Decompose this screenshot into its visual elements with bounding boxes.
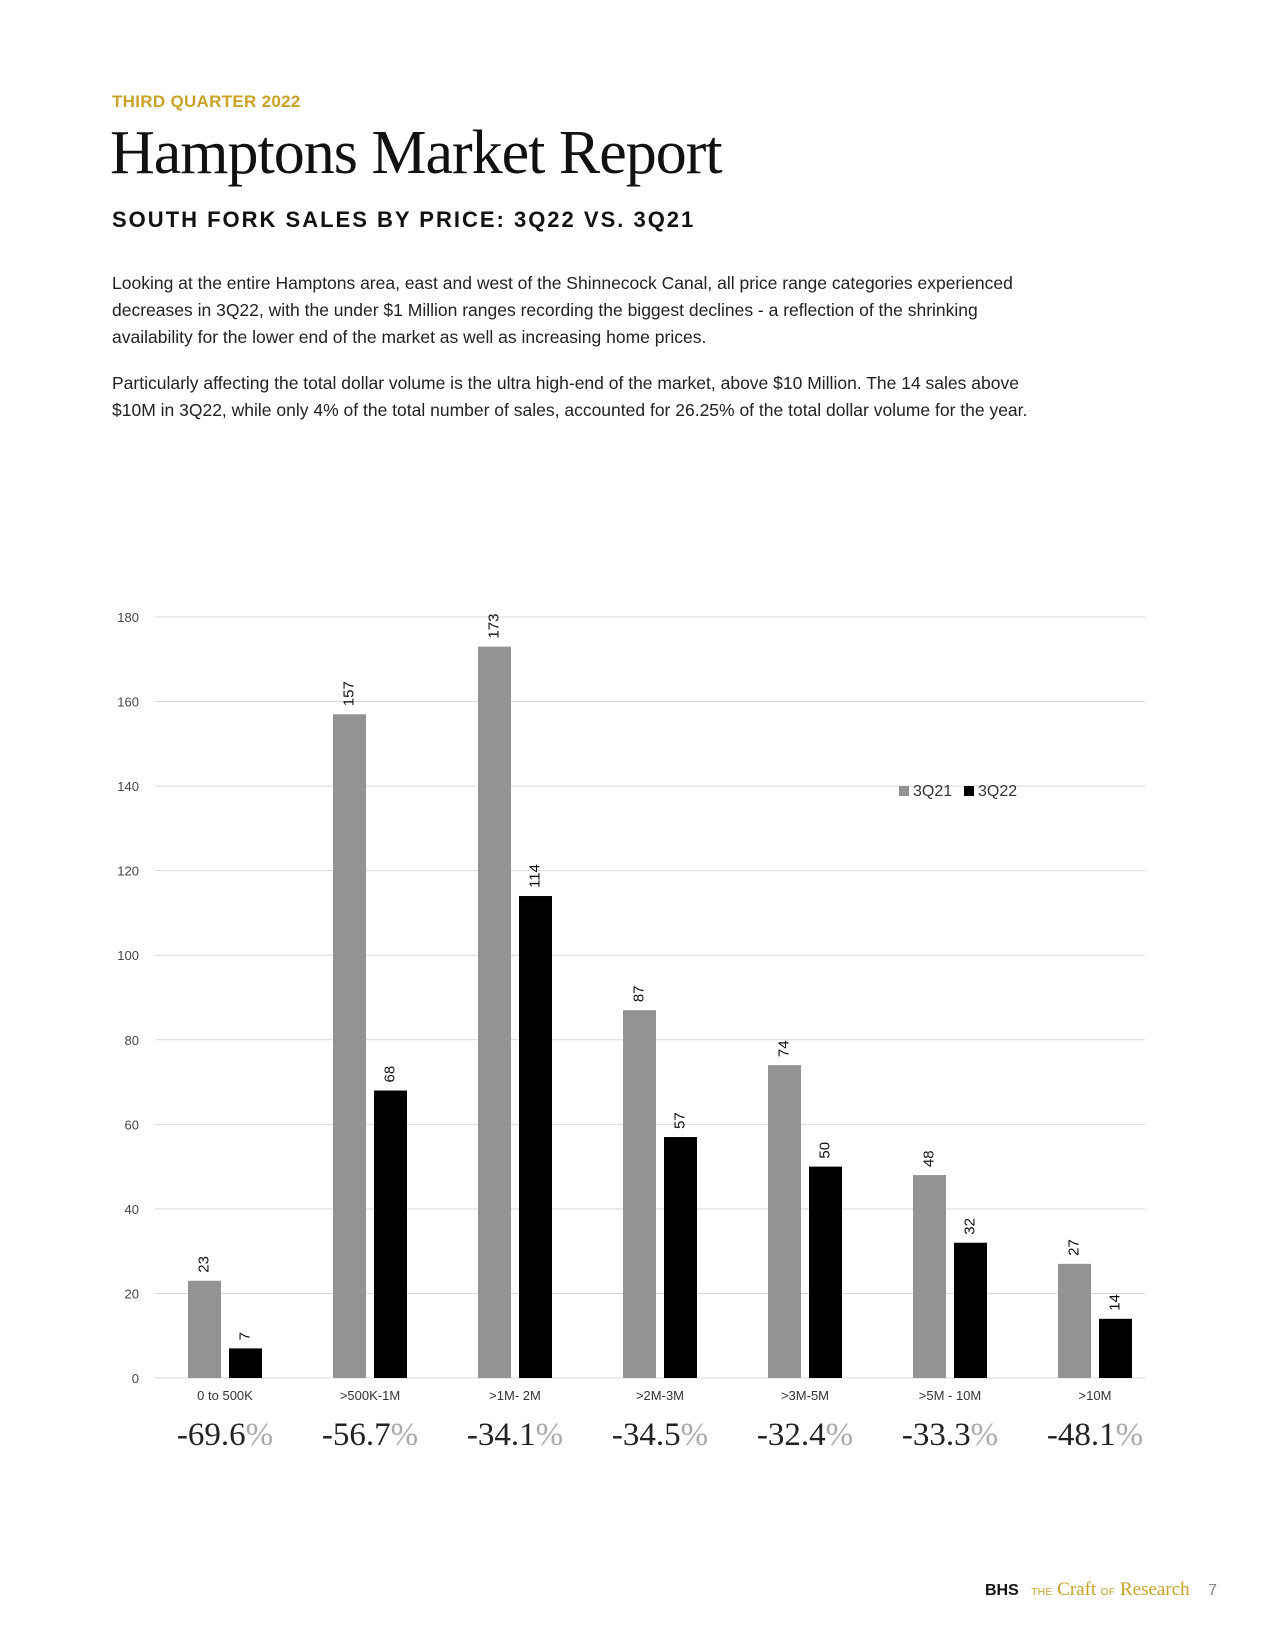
data-label: 173 (485, 613, 503, 639)
percent-sign: % (535, 1417, 564, 1450)
y-tick-label: 0 (131, 1371, 139, 1386)
y-tick-label: 40 (124, 1201, 139, 1217)
bar-3q21-0 (188, 1281, 221, 1378)
y-tick-label: 100 (117, 948, 139, 964)
data-label: 74 (775, 1040, 793, 1058)
data-label: 50 (816, 1141, 834, 1159)
detail-paragraph: Particularly affecting the total dollar volume is the ultra high-end of the market, above $10 Million. The 14 sales above $10M in 3Q22, while only 4% of the total number of sales, accounted for 26.25% of the total dollar volume for the year. (112, 373, 1028, 420)
data-label: 27 (1065, 1239, 1083, 1256)
percent-change-value: -34.1 (466, 1417, 536, 1450)
y-tick-label: 60 (124, 1117, 139, 1133)
data-label: 23 (195, 1256, 213, 1273)
x-category-label: >1M- 2M (489, 1388, 541, 1403)
percent-change-label (1047, 1417, 1143, 1450)
data-label: 32 (961, 1218, 979, 1235)
percent-change-value: -48.1 (1046, 1417, 1116, 1450)
x-category-label: >500K-1M (339, 1388, 401, 1403)
percent-change-label (467, 1417, 563, 1450)
percent-sign: % (390, 1417, 419, 1450)
percent-change-value: -33.3 (901, 1417, 971, 1450)
legend-swatch-3q22 (964, 786, 974, 796)
bar-3q21-4 (768, 1065, 801, 1378)
percent-change-value: -32.4 (756, 1417, 826, 1450)
legend-label-3q21: 3Q21 (913, 783, 953, 800)
percent-change-value: -34.5 (611, 1417, 681, 1450)
percent-change-label (902, 1417, 998, 1450)
percent-change-label (612, 1417, 708, 1450)
bar-3q22-4 (809, 1167, 842, 1378)
percent-sign: % (825, 1417, 854, 1450)
y-tick-label: 180 (117, 610, 139, 625)
data-label: 48 (920, 1150, 938, 1168)
bar-3q21-2 (478, 647, 511, 1378)
data-label: 87 (630, 985, 648, 1003)
y-tick-label: 20 (124, 1286, 139, 1302)
page-number: 7 (1208, 1582, 1217, 1599)
percent-sign: % (970, 1417, 999, 1450)
percent-sign: % (680, 1417, 709, 1450)
percent-sign: % (1115, 1417, 1144, 1450)
percent-change-label (322, 1417, 418, 1450)
legend-label-3q22: 3Q22 (978, 783, 1018, 800)
percent-change-value: -69.6 (176, 1417, 246, 1450)
page-title: Hamptons Market Report (110, 119, 722, 187)
bar-3q21-3 (623, 1010, 656, 1378)
bar-3q21-6 (1058, 1264, 1091, 1378)
x-category-label: >3M-5M (780, 1388, 830, 1403)
percent-change-label (757, 1417, 853, 1450)
bar-3q22-3 (664, 1137, 697, 1378)
data-label: 57 (671, 1112, 689, 1130)
bar-3q21-1 (333, 714, 366, 1378)
x-category-label: 0 to 500K (197, 1388, 253, 1403)
data-label: 14 (1106, 1294, 1124, 1311)
data-label: 157 (340, 681, 358, 707)
footer-tagline-research: Research (1120, 1579, 1190, 1600)
percent-change-value: -56.7 (321, 1417, 391, 1450)
y-tick-label: 160 (117, 694, 139, 710)
chart-legend (899, 783, 1017, 800)
footer-brand: BHS (984, 1582, 1019, 1599)
x-category-label: >2M-3M (635, 1388, 685, 1403)
percent-change-label (177, 1417, 273, 1450)
percent-sign: % (245, 1417, 274, 1450)
data-label: 114 (526, 864, 544, 889)
footer-tagline-the: THE (1031, 1587, 1053, 1598)
bar-3q21-5 (913, 1175, 946, 1378)
bar-3q22-0 (229, 1348, 262, 1378)
y-tick-label: 140 (117, 779, 139, 795)
y-tick-label: 120 (117, 863, 139, 879)
footer-tagline-craft: Craft (1057, 1579, 1097, 1600)
bar-3q22-1 (374, 1091, 407, 1378)
bar-3q22-6 (1099, 1319, 1132, 1378)
footer-tagline-of: OF (1100, 1587, 1116, 1598)
intro-paragraph: Looking at the entire Hamptons area, east and west of the Shinnecock Canal, all price range categories experienced decreases in 3Q22, with the under $1 Million ranges recording the biggest declines - a reflection of the shrinking availability for the lower end of the market as well as increasing home prices. (112, 273, 1013, 347)
legend-swatch-3q21 (899, 786, 909, 796)
x-category-label: >10M (1078, 1388, 1112, 1403)
bar-3q22-2 (519, 896, 552, 1378)
report-kicker: THIRD QUARTER 2022 (112, 92, 301, 111)
data-label: 7 (236, 1332, 254, 1341)
data-label: 68 (381, 1065, 399, 1083)
y-tick-label: 80 (124, 1032, 139, 1048)
page-footer (985, 1579, 1217, 1601)
chart-subtitle: SOUTH FORK SALES BY PRICE: 3Q22 VS. 3Q21 (112, 207, 696, 232)
bar-3q22-5 (954, 1243, 987, 1378)
x-category-label: >5M - 10M (918, 1388, 982, 1403)
